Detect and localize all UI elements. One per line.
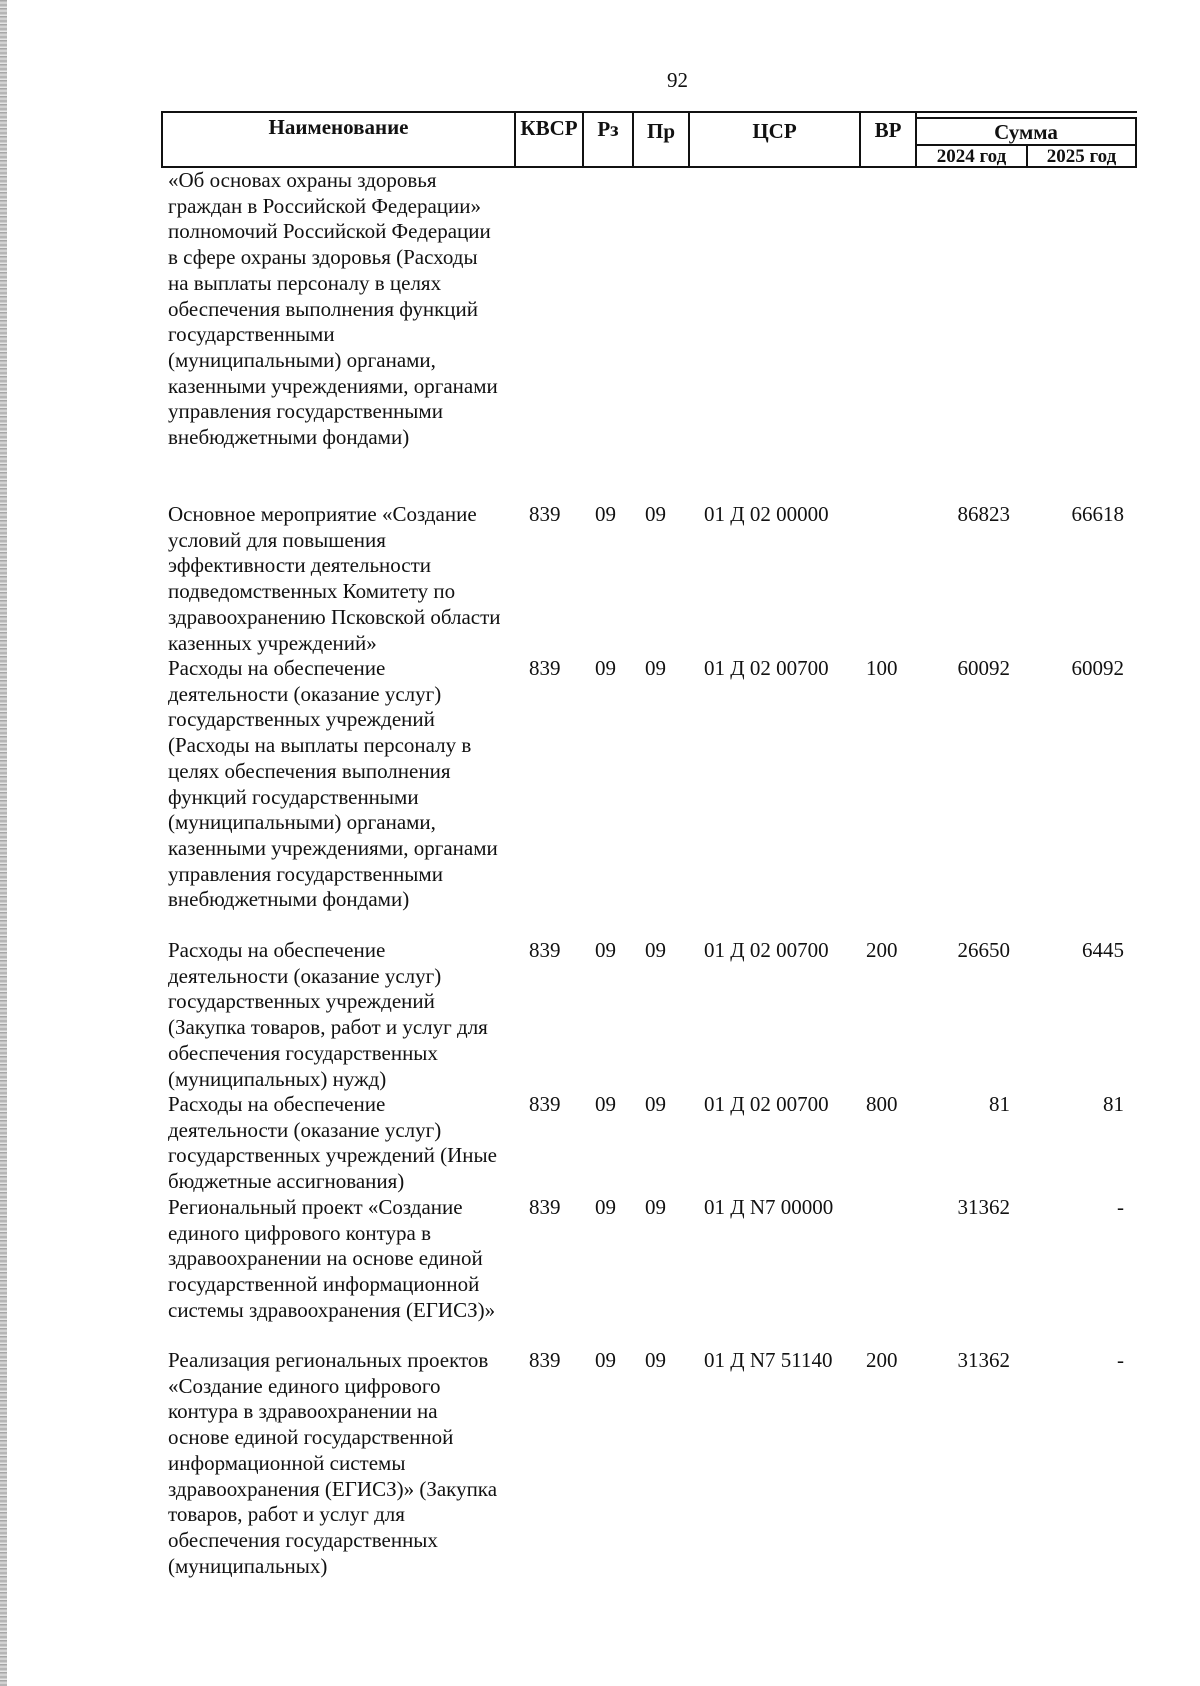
row-rz: 09 [595,656,616,680]
header-vr: ВР [874,118,902,142]
row-sum-2025: 60092 [1071,656,1124,680]
row-sum-2025: - [1117,1348,1124,1372]
header-kvsr: КВСР [520,116,578,140]
row-rz: 09 [595,1092,616,1116]
header-2025: 2025 год [1046,146,1117,167]
row-kvsr: 839 [529,1195,561,1219]
header-pr: Пр [646,119,675,143]
row-csr: 01 Д 02 00000 [704,502,829,526]
row-sum-2024: 60092 [957,656,1010,680]
row-rz: 09 [595,1195,616,1219]
header-2024: 2024 год [936,146,1007,167]
scan-edge [0,0,7,1686]
header-divider [1135,117,1137,168]
row-name: Реализация региональных проектов «Создание единого цифрового контура в здравоохранении на основе единой государственной информационной системы здравоохранения (ЕГИСЗ)» (Закупка товаров, работ и услуг для обеспечения государственных (муниципальных) [168,1348,498,1578]
row-vr: 200 [866,938,898,962]
row-pr: 09 [645,938,666,962]
header-top-border [161,111,1137,113]
row-sum-2025: 6445 [1082,938,1124,962]
header-sum-top-border [915,117,1137,119]
row-csr: 01 Д N7 00000 [704,1195,834,1219]
row-sum-2024: 31362 [957,1348,1010,1372]
row-csr: 01 Д 02 00700 [704,656,829,680]
row-name: Расходы на обеспечение деятельности (оказание услуг) государственных учреждений (Расходы на выплаты персоналу в целях обеспечения выполнения функций государственными (муниципальными) органами, казенными учреждениями, органами управления государственными внебюджетными фондами) [168,656,498,912]
row-rz: 09 [595,1348,616,1372]
row-kvsr: 839 [529,938,561,962]
row-rz: 09 [595,938,616,962]
row-sum-2024: 31362 [957,1195,1010,1219]
row-sum-2024: 81 [989,1092,1010,1116]
row-csr: 01 Д 02 00700 [704,1092,829,1116]
row-pr: 09 [645,1092,666,1116]
row-pr: 09 [645,656,666,680]
row-name: Основное мероприятие «Создание условий для повышения эффективности деятельности подведомственных Комитету по здравоохранению Псковской области казенных учреждений» [168,502,501,655]
row-name: Расходы на обеспечение деятельности (оказание услуг) государственных учреждений (Иные бюджетные ассигнования) [168,1092,497,1194]
row-rz: 09 [595,502,616,526]
row-kvsr: 839 [529,1348,561,1372]
row-sum-2024: 86823 [957,502,1010,526]
header-csr: ЦСР [752,119,797,143]
row-sum-2025: 66618 [1071,502,1124,526]
row-name: Расходы на обеспечение деятельности (оказание услуг) государственных учреждений (Закупка товаров, работ и услуг для обеспечения государственных (муниципальных) нужд) [168,938,488,1091]
row-vr: 800 [866,1092,898,1116]
row-pr: 09 [645,1348,666,1372]
row-vr: 200 [866,1348,898,1372]
row-pr: 09 [645,1195,666,1219]
row-kvsr: 839 [529,502,561,526]
row-csr: 01 Д 02 00700 [704,938,829,962]
table-header [161,111,1137,168]
row-kvsr: 839 [529,1092,561,1116]
row-sum-2025: 81 [1103,1092,1124,1116]
row-vr: 100 [866,656,898,680]
row-sum-2024: 26650 [957,938,1010,962]
row-name: «Об основах охраны здоровья граждан в Российской Федерации» полномочий Российской Федерации в сфере охраны здоровья (Расходы на выплаты персоналу в целях обеспечения выполнения функций государственными (муниципальными) органами, казенными учреждениями, органами управления государственными внебюджетными фондами) [168,168,498,450]
row-sum-2025: - [1117,1195,1124,1219]
row-kvsr: 839 [529,656,561,680]
row-csr: 01 Д N7 51140 [704,1348,833,1372]
header-name: Наименование [268,115,409,139]
page-number: 92 [667,68,688,92]
header-rz: Рз [597,117,619,141]
row-name: Региональный проект «Создание единого цифрового контура в здравоохранении на основе единой государственной информационной системы здравоохранения (ЕГИСЗ)» [168,1195,496,1322]
header-sum: Сумма [994,120,1058,144]
row-pr: 09 [645,502,666,526]
